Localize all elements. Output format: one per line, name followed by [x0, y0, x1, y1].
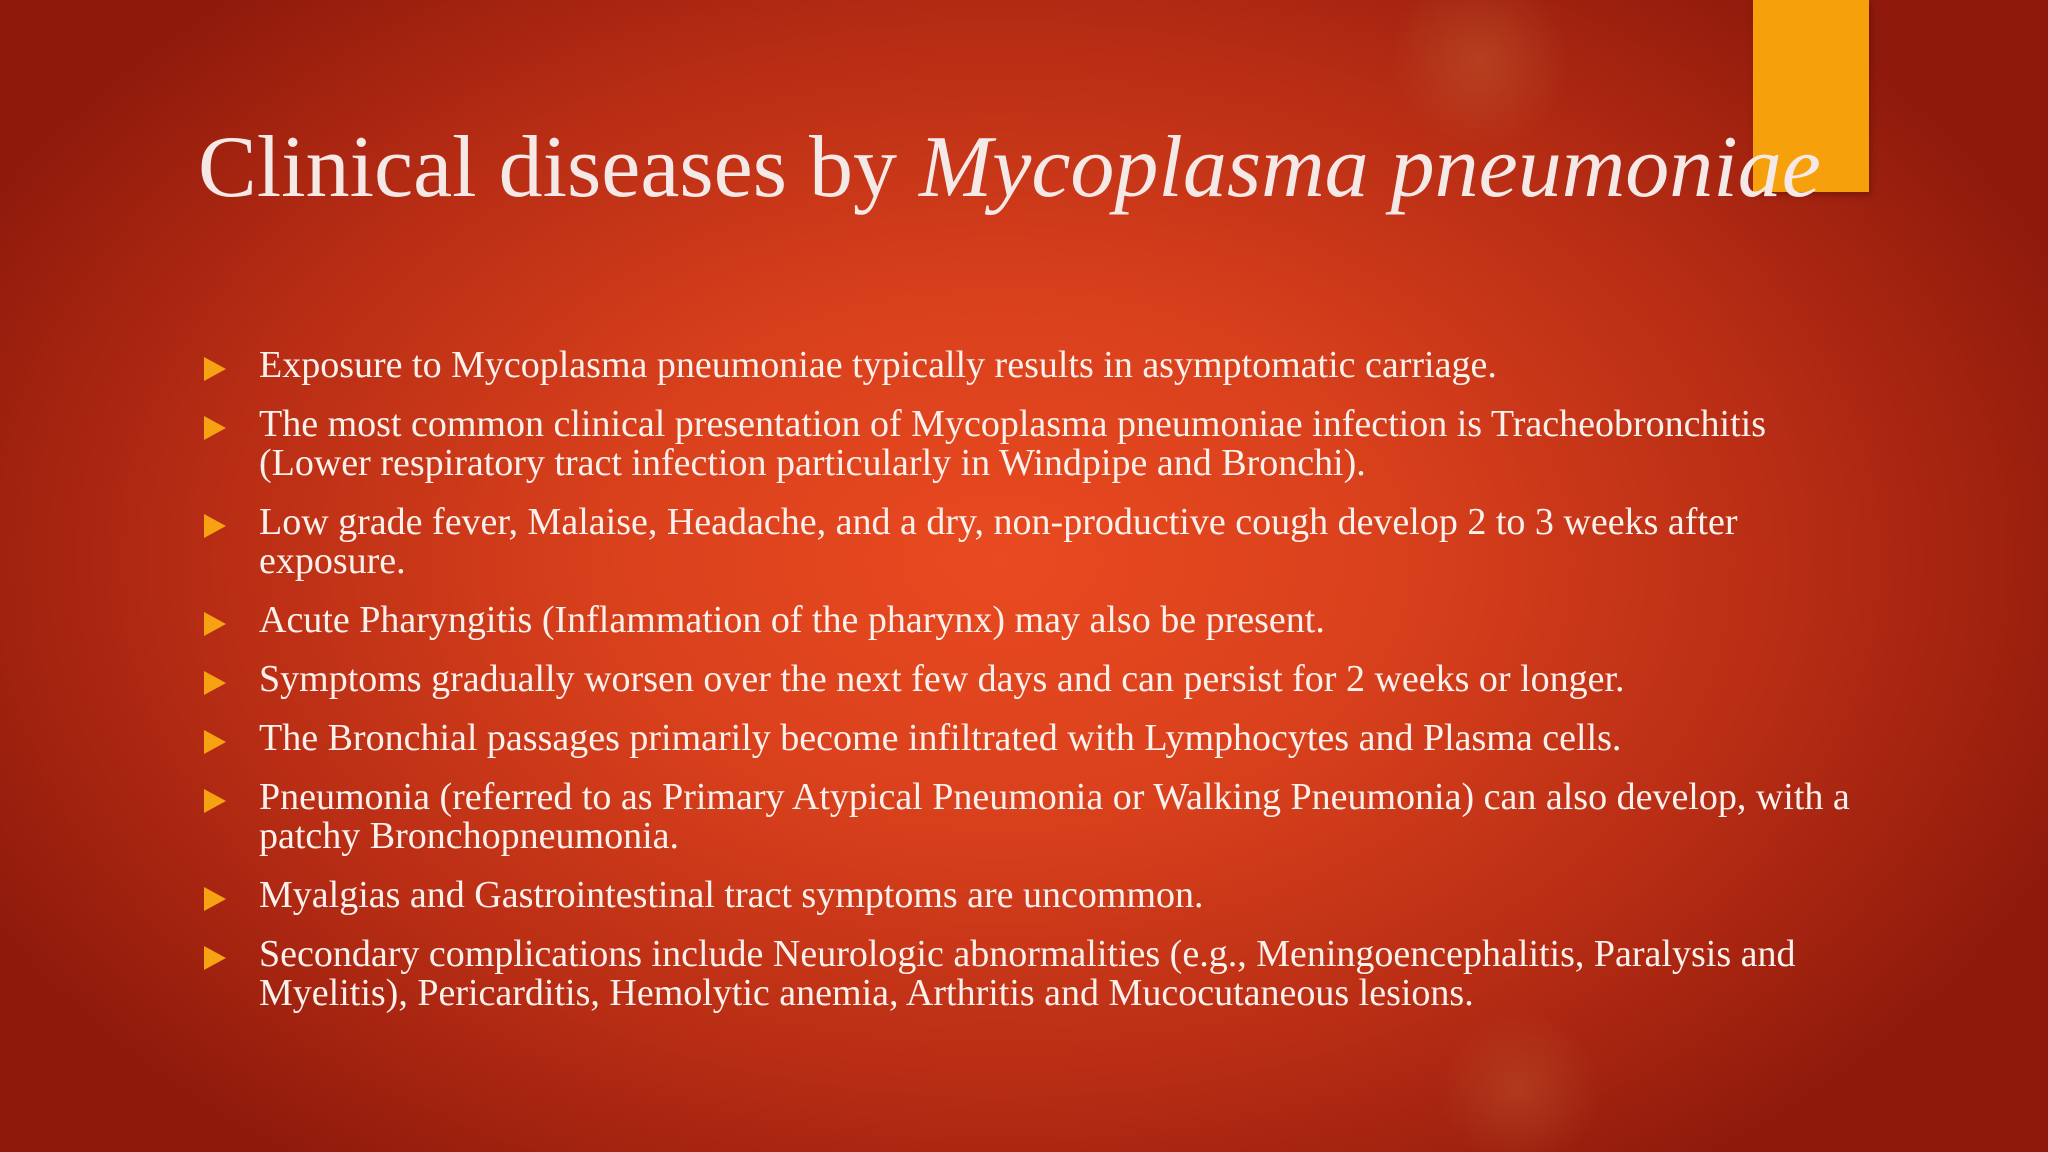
triangle-bullet-icon [204, 671, 226, 695]
bullet-text: Myalgias and Gastrointestinal tract symptoms are uncommon. [259, 874, 1204, 916]
bullet-text: Secondary complications include Neurologic abnormalities (e.g., Meningoencephalitis, Paralysis and Myelitis), Pericarditis, Hemolytic anemia, Arthritis and Mucocutaneous lesions. [259, 933, 1796, 1014]
triangle-bullet-icon [204, 416, 226, 440]
list-item [198, 876, 1858, 915]
slide-title [198, 118, 1821, 218]
list-item [198, 719, 1858, 758]
triangle-bullet-icon [204, 789, 226, 813]
list-item [198, 935, 1858, 1013]
triangle-bullet-icon [204, 887, 226, 911]
bullet-text: Pneumonia (referred to as Primary Atypical Pneumonia or Walking Pneumonia) can also develop, with a patchy Bronchopneumonia. [259, 776, 1850, 857]
triangle-bullet-icon [204, 514, 226, 538]
bullet-text: Low grade fever, Malaise, Headache, and a dry, non-productive cough develop 2 to 3 weeks after exposure. [259, 501, 1738, 582]
slide-title-italic: Mycoplasma pneumoniae [918, 119, 1821, 216]
list-item [198, 601, 1858, 640]
triangle-bullet-icon [204, 730, 226, 754]
bullet-list [198, 346, 1858, 1033]
triangle-bullet-icon [204, 612, 226, 636]
list-item [198, 503, 1858, 581]
list-item [198, 346, 1858, 385]
list-item [198, 660, 1858, 699]
list-item [198, 778, 1858, 856]
bullet-text: Symptoms gradually worsen over the next few days and can persist for 2 weeks or longer. [259, 658, 1625, 700]
slide-title-prefix: Clinical diseases by [198, 119, 919, 216]
list-item [198, 405, 1858, 483]
bullet-text: The Bronchial passages primarily become infiltrated with Lymphocytes and Plasma cells. [259, 717, 1622, 759]
triangle-bullet-icon [204, 357, 226, 381]
triangle-bullet-icon [204, 946, 226, 970]
bullet-text: Acute Pharyngitis (Inflammation of the pharynx) may also be present. [259, 599, 1325, 641]
bullet-text: Exposure to Mycoplasma pneumoniae typically results in asymptomatic carriage. [259, 344, 1497, 386]
bullet-text: The most common clinical presentation of Mycoplasma pneumoniae infection is Tracheobronchitis (Lower respiratory tract infection particularly in Windpipe and Bronchi). [259, 403, 1766, 484]
